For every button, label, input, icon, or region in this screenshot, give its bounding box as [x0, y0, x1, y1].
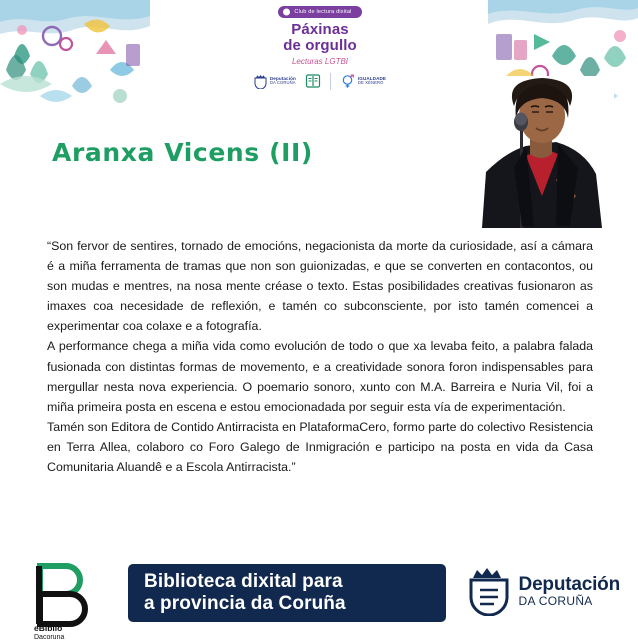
igualdade-logo-small	[340, 74, 386, 89]
footer-banner-text	[144, 571, 346, 615]
body-paragraph-2: A performance chega a miña vida como evolución de todo o que xa levaba feito, a palabra falada fusionada con distintas formas de movemento, e a creatividade sonora foron indispensables para mergullar nesta nova experiencia. O poemario sonoro, xunto con M.A. Barreira e Nuria Vil, foi a miña primeira posta en escena e estou emocionadada por seguir esta vía de experimentación.	[47, 339, 593, 414]
igualdade-logo-line1: IGUALDADE	[357, 75, 387, 81]
deputacion-logo-line2: DA CORUÑA	[269, 80, 296, 86]
body-paragraph-3: Tamén son Editora de Contido Antirracista en PlataformaCero, formo parte do colectivo Resistencia en Terra Allea, colaboro co Foro Galego de Inmigración e participo na posta en vida da Casa Comunitaria Aluandê e a Escola Antirracista.”	[47, 419, 593, 475]
deputacion-logo-footer	[468, 566, 620, 616]
igualdade-logo-text	[358, 76, 386, 86]
footer-banner-line1: Biblioteca dixital para	[144, 570, 343, 592]
page-title: Aranxa Vicens (II)	[52, 138, 313, 167]
gender-equality-icon	[340, 74, 355, 89]
book-icon	[305, 73, 321, 89]
header-title-line2: de orgullo	[283, 36, 357, 54]
footer-banner	[128, 564, 446, 622]
club-badge	[278, 6, 361, 18]
body-paragraph-1: “Son fervor de sentires, tornado de emocións, negacionista da morte da curiosidade, así a cámara é a miña ferramenta de tramas que non son guionizadas, e que se converten en contacontos, ou son mudas e mentres, na nosa mente créase o texto. Estas posibilidades creativas fusionaron as imaxes coa necesidade de reflexión, e tamén co subconsciente, por isto tamén comencei a experimentar coa colaxe e a fotografía.	[47, 239, 593, 334]
ebiblio-name: eBiblio	[34, 623, 63, 633]
deputacion-footer-text	[519, 575, 620, 608]
header-title-line1: Páxinas	[291, 21, 349, 38]
footer-banner-line2: a provincia da Coruña	[144, 593, 346, 614]
ebiblio-region: Dacoruna	[34, 633, 65, 641]
body-text	[47, 236, 593, 477]
ebiblio-logo	[34, 562, 130, 628]
ebiblio-caption	[34, 624, 134, 641]
deputacion-footer-line2: DA CORUÑA	[518, 593, 593, 608]
igualdade-logo-line2: DE XÉNERO	[357, 80, 384, 86]
header-title	[283, 22, 357, 54]
deputacion-logo-text	[270, 76, 296, 86]
header-logo-divider	[330, 73, 331, 90]
club-badge-dot	[283, 9, 290, 16]
speaker-photo	[464, 76, 614, 228]
crown-shield-icon-large	[468, 566, 510, 616]
deputacion-logo-line1: Deputación	[269, 75, 296, 81]
footer	[0, 550, 638, 641]
header-subtitle: Lecturas LGTBI	[291, 56, 349, 66]
header-center-block	[165, 0, 475, 112]
header-logo-row	[254, 73, 386, 90]
deputacion-footer-line1: Deputación	[518, 573, 620, 595]
club-badge-label: Club de lectura dixital	[294, 9, 352, 15]
deputacion-logo-small	[254, 74, 296, 89]
crown-shield-icon	[254, 74, 267, 89]
header-decoration-left	[0, 0, 150, 112]
